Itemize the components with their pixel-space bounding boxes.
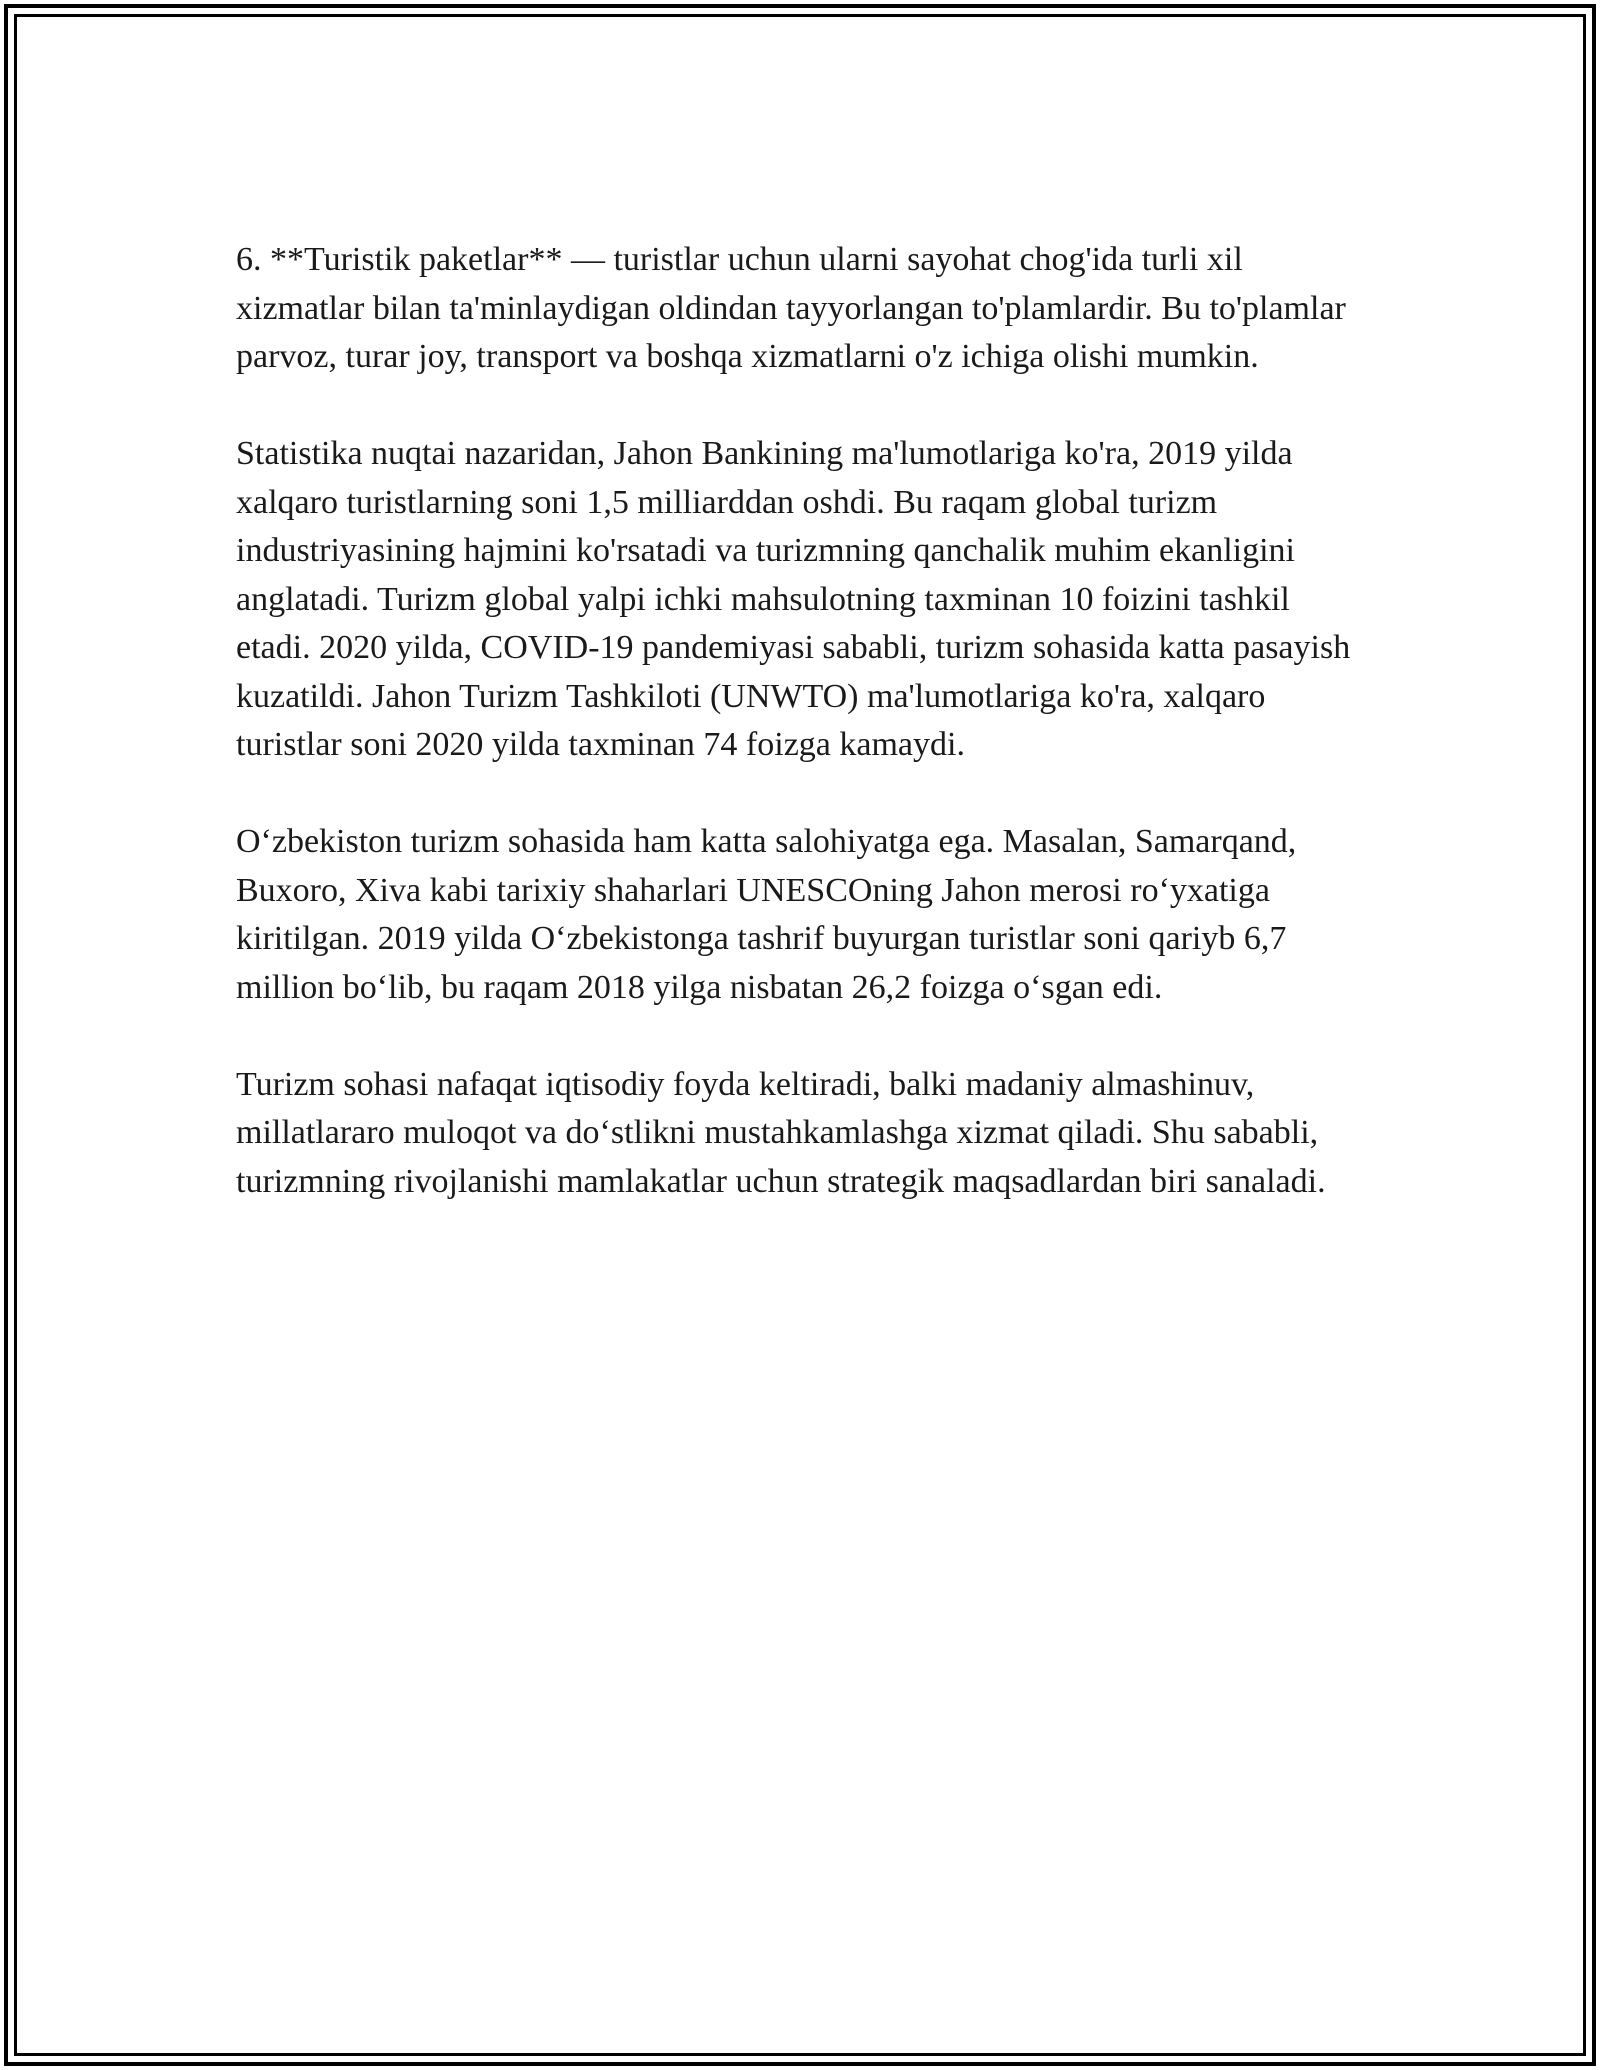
paragraph-statistics: Statistika nuqtai nazaridan, Jahon Bankining ma'lumotlariga ko'ra, 2019 yilda xalqaro turistlarning soni 1,5 milliarddan oshdi. Bu raqam global turizm industriyasining hajmini ko'rsatadi va turizmning qanchalik muhim ekanligini anglatadi. Turizm global yalpi ichki mahsulotning taxminan 10 foizini tashkil etadi. 2020 yilda, COVID-19 pandemiyasi sababli, turizm sohasida katta pasayish kuzatildi. Jahon Turizm Tashkiloti (UNWTO) ma'lumotlariga ko'ra, xalqaro turistlar soni 2020 yilda taxminan 74 foizga kamaydi. bbox=[236, 435, 1351, 763]
paragraph-conclusion: Turizm sohasi nafaqat iqtisodiy foyda keltiradi, balki madaniy almashinuv, millatlararo muloqot va do‘stlikni mustahkamlashga xizmat qiladi. Shu sababli, turizmning rivojlanishi mamlakatlar uchun strategik maqsadlardan biri sanaladi. bbox=[236, 1065, 1326, 1200]
paragraph-tourist-packages: 6. **Turistik paketlar** — turistlar uchun ularni sayohat chog'ida turli xil xizmatlar bilan ta'minlaydigan oldindan tayyorlangan to'plamlardir. Bu to'plamlar parvoz, turar joy, transport va boshqa xizmatlarni o'z ichiga olishi mumkin. bbox=[236, 241, 1346, 375]
document-body bbox=[236, 236, 1366, 1255]
paragraph-uzbekistan: O‘zbekiston turizm sohasida ham katta salohiyatga ega. Masalan, Samarqand, Buxoro, Xiva kabi tarixiy shaharlari UNESCOning Jahon merosi ro‘yxatiga kiritilgan. 2019 yilda O‘zbekistonga tashrif buyurgan turistlar soni qariyb 6,7 million bo‘lib, bu raqam 2018 yilga nisbatan 26,2 foizga o‘sgan edi. bbox=[236, 823, 1297, 1006]
